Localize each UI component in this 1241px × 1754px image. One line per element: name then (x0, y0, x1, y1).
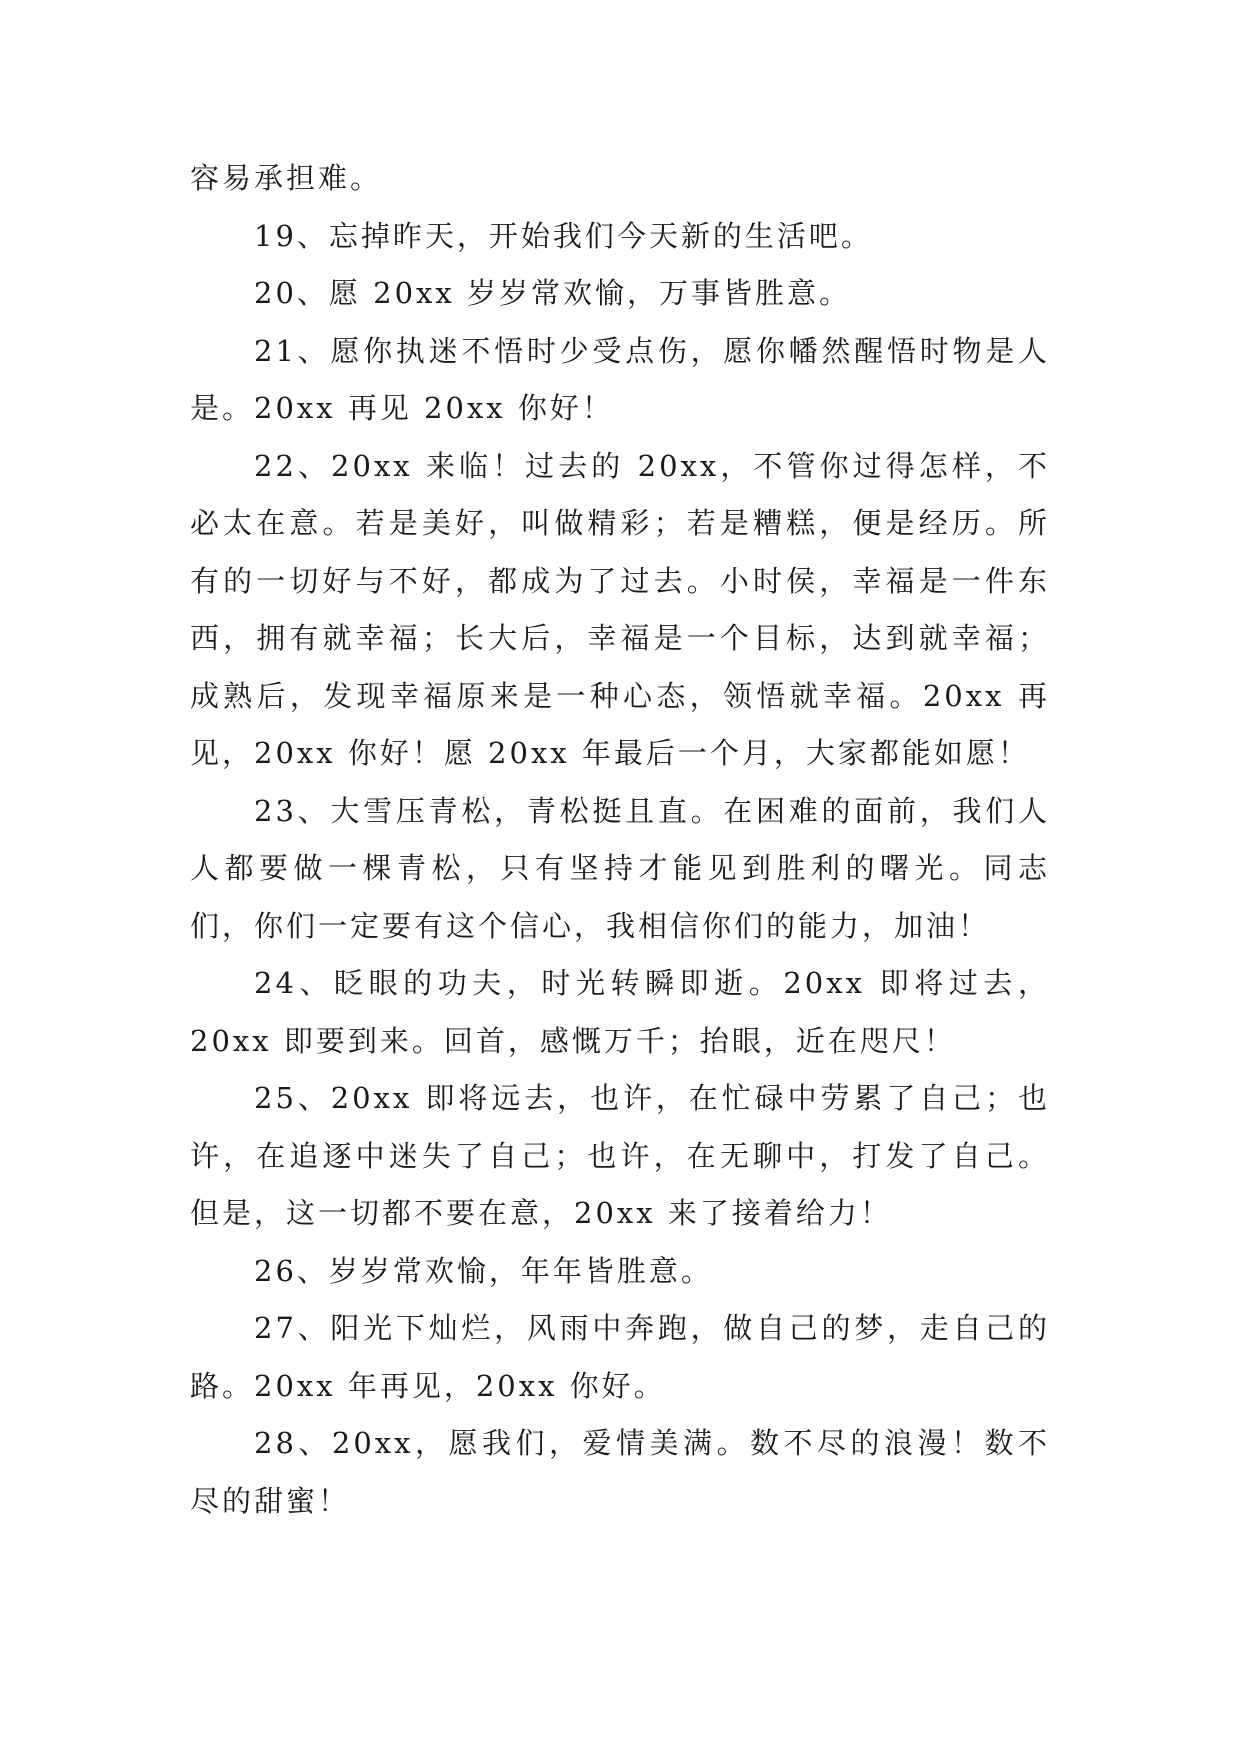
document-body (190, 150, 1050, 1530)
paragraph-item-27: 27、阳光下灿烂，风雨中奔跑，做自己的梦，走自己的路。20xx 年再见，20xx 你好。 (190, 1311, 1050, 1403)
paragraph-item-22: 22、20xx 来临！过去的 20xx，不管你过得怎样，不必太在意。若是美好，叫做精彩；若是糟糕，便是经历。所有的一切好与不好，都成为了过去。小时侯，幸福是一件东西，拥有就幸福；长大后，幸福是一个目标，达到就幸福；成熟后，发现幸福原来是一种心态，领悟就幸福。20xx 再见，20xx 你好！愿 20xx 年最后一个月，大家都能如愿！ (190, 448, 1050, 770)
paragraph-item-19: 19、忘掉昨天，开始我们今天新的生活吧。 (254, 218, 873, 253)
paragraph-item-28: 28、20xx，愿我们，爱情美满。数不尽的浪漫！数不尽的甜蜜！ (190, 1426, 1050, 1518)
paragraph-item-23: 23、大雪压青松，青松挺且直。在困难的面前，我们人人都要做一棵青松，只有坚持才能见到胜利的曙光。同志们，你们一定要有这个信心，我相信你们的能力，加油！ (190, 793, 1050, 943)
paragraph-item-20: 20、愿 20xx 岁岁常欢愉，万事皆胜意。 (254, 276, 851, 310)
paragraph-continuation: 容易承担难。 (190, 161, 383, 195)
paragraph-item-21: 21、愿你执迷不悟时少受点伤，愿你幡然醒悟时物是人是。20xx 再见 20xx 你好！ (190, 333, 1050, 425)
paragraph-item-26: 26、岁岁常欢愉，年年皆胜意。 (254, 1253, 713, 1288)
paragraph-item-25: 25、20xx 即将远去，也许，在忙碌中劳累了自己；也许，在追逐中迷失了自己；也许，在无聊中，打发了自己。但是，这一切都不要在意，20xx 来了接着给力！ (190, 1081, 1050, 1230)
paragraph-item-24: 24、眨眼的功夫，时光转瞬即逝。20xx 即将过去，20xx 即要到来。回首，感慨万千；抬眼，近在咫尺！ (190, 966, 1050, 1058)
